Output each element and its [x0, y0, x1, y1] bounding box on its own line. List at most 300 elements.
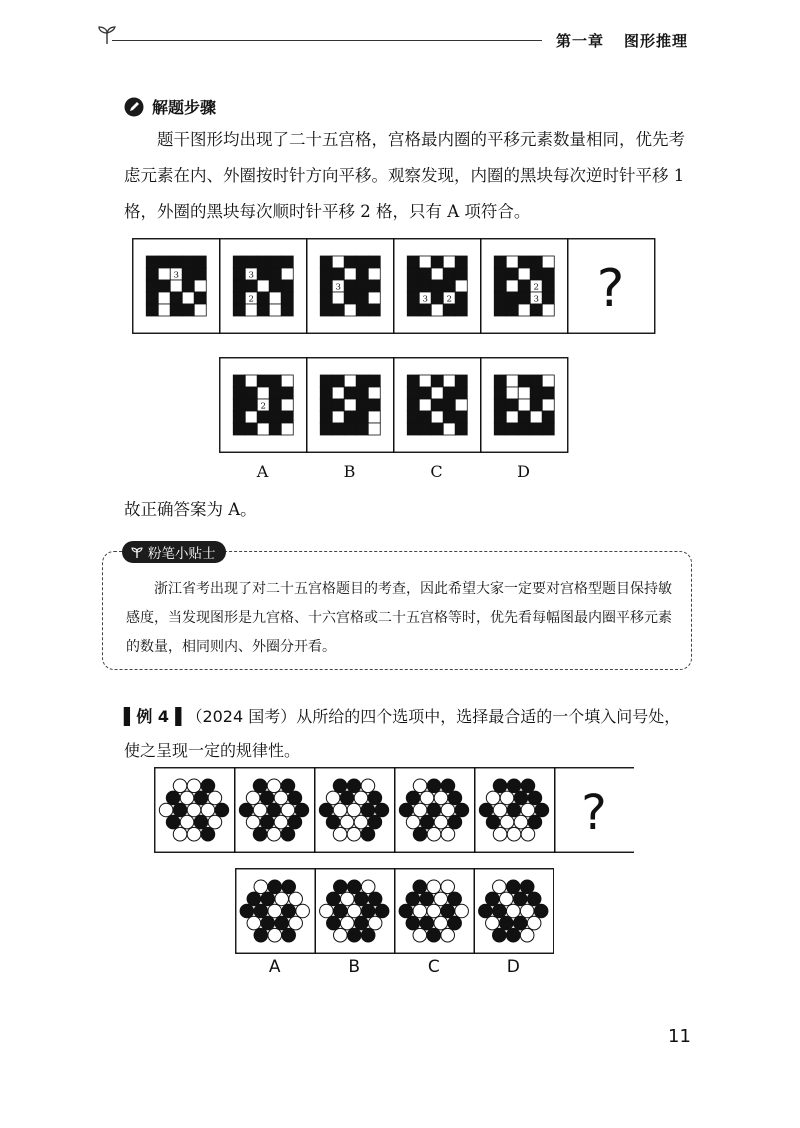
hex-circle: [434, 791, 448, 805]
grid-cell: [407, 387, 419, 399]
grid-cell: [170, 256, 182, 268]
hex-circle: [295, 803, 309, 817]
hex-circle: [327, 916, 341, 930]
grid-cell: [233, 304, 245, 316]
grid-cell: [320, 304, 332, 316]
hex-circle: [427, 779, 441, 793]
grid-cell: [344, 399, 356, 411]
hex-circle: [208, 815, 222, 829]
grid-cell: [506, 268, 518, 280]
hex-circle: [493, 803, 507, 817]
grid-cell: [407, 423, 419, 435]
hex-circle: [180, 815, 194, 829]
hex-circle: [420, 916, 434, 930]
grid-cell: [269, 399, 281, 411]
hex-circle: [334, 928, 348, 942]
grid-cell: [320, 423, 332, 435]
grid-number: 2: [161, 282, 167, 293]
hex-circle: [246, 791, 260, 805]
grid-cell: [233, 399, 245, 411]
grid-number: 3: [248, 270, 254, 281]
grid-cell: [518, 268, 530, 280]
grid-cell: [431, 387, 443, 399]
hex-circle: [455, 904, 469, 918]
puzzle1-option-label: A: [256, 462, 269, 481]
grid-cell: [320, 411, 332, 423]
hex-circle: [493, 827, 507, 841]
grid-cell: [443, 399, 455, 411]
hex-circle: [247, 892, 261, 906]
hex-circle: [187, 803, 201, 817]
grid-cell: [368, 280, 380, 292]
hex-circle: [486, 892, 500, 906]
grid-number: 3: [260, 413, 266, 424]
grid-cell: [431, 280, 443, 292]
hex-circle: [521, 779, 535, 793]
grid-cell: [506, 375, 518, 387]
grid-cell: [431, 411, 443, 423]
hex-circle: [215, 803, 229, 817]
grid-cell: [320, 292, 332, 304]
grid-cell: [320, 399, 332, 411]
hex-circle: [282, 904, 296, 918]
grid-cell: [431, 423, 443, 435]
grid-cell: [344, 411, 356, 423]
hex-circle: [507, 827, 521, 841]
hex-circle: [361, 827, 375, 841]
grid-cell: [194, 292, 206, 304]
hex-circle: [208, 791, 222, 805]
hex-circle: [275, 916, 289, 930]
grid-cell: [182, 268, 194, 280]
hex-circle: [455, 803, 469, 817]
grid-cell: [455, 304, 467, 316]
hex-circle: [441, 880, 455, 894]
hex-circle: [333, 803, 347, 817]
puzzle2-option-label: B: [348, 957, 361, 977]
grid-cell: [170, 292, 182, 304]
grid-number: 2: [347, 294, 353, 305]
grid-cell: [158, 256, 170, 268]
grid-cell: [281, 256, 293, 268]
hex-circle: [334, 904, 348, 918]
grid-cell: [506, 399, 518, 411]
hex-circle: [347, 904, 361, 918]
grid-cell: [281, 375, 293, 387]
grid-cell: [257, 268, 269, 280]
grid-cell: [455, 256, 467, 268]
grid-cell: [455, 387, 467, 399]
grid-cell: [518, 375, 530, 387]
grid-cell: [494, 423, 506, 435]
solution-conclusion: 故正确答案为 A。: [124, 500, 257, 519]
hex-circle: [413, 779, 427, 793]
grid-cell: [194, 268, 206, 280]
grid-cell: [443, 268, 455, 280]
hex-circle: [506, 904, 520, 918]
grid-cell: [281, 423, 293, 435]
hex-circle: [361, 803, 375, 817]
grid-cell: [356, 399, 368, 411]
hex-circle: [427, 803, 441, 817]
grid-cell: [245, 375, 257, 387]
hex-circle: [420, 892, 434, 906]
hex-circle: [281, 803, 295, 817]
hex-circle: [289, 916, 303, 930]
solution-heading-text: 解题步骤: [152, 98, 217, 117]
grid-cell: [494, 399, 506, 411]
hex-circle: [521, 803, 535, 817]
grid-cell: [158, 268, 170, 280]
grid-cell: [332, 304, 344, 316]
example-tag-bar-left: ▌: [124, 707, 137, 726]
grid-cell: [182, 292, 194, 304]
grid-cell: [170, 280, 182, 292]
hex-circle: [254, 928, 268, 942]
hex-circle: [486, 791, 500, 805]
grid-cell: [494, 292, 506, 304]
grid-cell: [332, 399, 344, 411]
grid-cell: [530, 399, 542, 411]
hex-circle: [288, 815, 302, 829]
example-question: [124, 700, 694, 768]
hex-circle: [333, 779, 347, 793]
puzzle1-figure: [494, 256, 554, 316]
grid-cell: [530, 375, 542, 387]
hex-circle: [254, 904, 268, 918]
hex-circle: [194, 815, 208, 829]
hex-circle: [413, 904, 427, 918]
grid-cell: [530, 411, 542, 423]
running-header: [556, 30, 688, 51]
grid-cell: [455, 423, 467, 435]
hex-circle: [441, 779, 455, 793]
hex-circle: [274, 815, 288, 829]
grid-cell: [506, 387, 518, 399]
grid-cell: [269, 423, 281, 435]
grid-cell: [356, 304, 368, 316]
grid-cell: [281, 280, 293, 292]
grid-cell: [494, 256, 506, 268]
grid-cell: [245, 256, 257, 268]
hex-circle: [261, 916, 275, 930]
puzzle2-option-label: D: [506, 957, 520, 977]
grid-cell: [431, 304, 443, 316]
hex-circle: [254, 880, 268, 894]
hex-circle: [399, 904, 413, 918]
puzzle2-question-mark: ?: [581, 785, 607, 841]
grid-cell: [368, 423, 380, 435]
grid-cell: [182, 280, 194, 292]
grid-cell: [506, 256, 518, 268]
grid-cell: [368, 292, 380, 304]
hex-circle: [448, 892, 462, 906]
hex-circle: [327, 892, 341, 906]
hex-circle: [528, 791, 542, 805]
puzzle2-question-row: [154, 767, 634, 853]
tip-badge: [122, 541, 226, 563]
hex-circle: [493, 880, 507, 894]
hex-circle: [354, 916, 368, 930]
grid-cell: [368, 387, 380, 399]
hex-circle: [260, 815, 274, 829]
grid-cell: [281, 268, 293, 280]
grid-cell: [407, 256, 419, 268]
grid-cell: [455, 411, 467, 423]
grid-cell: [542, 423, 554, 435]
puzzle2-option-label: C: [427, 957, 440, 977]
hex-circle: [239, 803, 253, 817]
hex-circle: [493, 928, 507, 942]
hex-circle: [375, 803, 389, 817]
puzzle2-option-figure: [479, 880, 548, 942]
grid-cell: [542, 292, 554, 304]
hex-circle: [340, 815, 354, 829]
puzzle1-question-mark: ?: [596, 259, 625, 319]
puzzle1-option-label: D: [517, 462, 530, 481]
hex-circle: [406, 916, 420, 930]
grid-cell: [281, 304, 293, 316]
grid-cell: [455, 280, 467, 292]
hex-circle: [347, 880, 361, 894]
grid-cell: [182, 304, 194, 316]
puzzle1-figure: [407, 256, 467, 316]
hex-circle: [354, 815, 368, 829]
grid-cell: [332, 292, 344, 304]
grid-cell: [542, 387, 554, 399]
hex-circle: [253, 779, 267, 793]
grid-cell: [320, 256, 332, 268]
grid-cell: [194, 304, 206, 316]
hex-circle: [493, 904, 507, 918]
hex-circle: [513, 916, 527, 930]
hex-circle: [368, 815, 382, 829]
hex-circle: [268, 880, 282, 894]
hex-circle: [288, 791, 302, 805]
grid-cell: [356, 411, 368, 423]
puzzle1-option-label: C: [430, 462, 443, 481]
grid-cell: [269, 292, 281, 304]
grid-number: 2: [248, 294, 254, 305]
grid-cell: [281, 387, 293, 399]
hex-circle: [340, 916, 354, 930]
grid-cell: [233, 387, 245, 399]
grid-cell: [407, 268, 419, 280]
hex-circle: [354, 892, 368, 906]
grid-cell: [344, 304, 356, 316]
hex-circle: [267, 827, 281, 841]
hex-circle: [166, 815, 180, 829]
grid-cell: [368, 375, 380, 387]
hex-circle: [326, 815, 340, 829]
puzzle1-option-label: B: [343, 462, 356, 481]
grid-cell: [182, 256, 194, 268]
hex-circle: [506, 928, 520, 942]
hex-circle: [173, 827, 187, 841]
hex-circle: [246, 815, 260, 829]
hex-circle: [267, 803, 281, 817]
grid-cell: [269, 268, 281, 280]
hex-circle: [441, 803, 455, 817]
hex-circle: [499, 916, 513, 930]
hex-circle: [375, 904, 389, 918]
hex-circle: [187, 827, 201, 841]
hex-circle: [166, 791, 180, 805]
hex-circle: [520, 880, 534, 894]
hex-circle: [268, 928, 282, 942]
grid-cell: [332, 423, 344, 435]
grid-cell: [146, 268, 158, 280]
hex-circle: [427, 880, 441, 894]
grid-cell: [257, 423, 269, 435]
grid-cell: [494, 280, 506, 292]
grid-cell: [356, 423, 368, 435]
grid-cell: [368, 399, 380, 411]
grid-cell: [506, 304, 518, 316]
grid-cell: [146, 304, 158, 316]
grid-cell: [419, 423, 431, 435]
grid-cell: [530, 387, 542, 399]
hex-circle: [499, 892, 513, 906]
grid-cell: [443, 423, 455, 435]
sprout-icon: [130, 545, 144, 559]
grid-cell: [257, 292, 269, 304]
hex-circle: [413, 827, 427, 841]
grid-cell: [542, 375, 554, 387]
grid-cell: [356, 387, 368, 399]
hex-circle: [406, 892, 420, 906]
grid-cell: [494, 268, 506, 280]
grid-number: 2: [260, 401, 266, 412]
grid-cell: [518, 304, 530, 316]
grid-cell: [245, 280, 257, 292]
hex-circle: [521, 827, 535, 841]
hex-circle: [413, 928, 427, 942]
grid-cell: [419, 411, 431, 423]
hex-circle: [448, 791, 462, 805]
grid-cell: [443, 280, 455, 292]
grid-number: 3: [533, 270, 539, 281]
grid-cell: [233, 256, 245, 268]
hex-circle: [534, 904, 548, 918]
grid-cell: [407, 411, 419, 423]
header-rule: [112, 40, 542, 41]
grid-cell: [320, 387, 332, 399]
grid-cell: [332, 387, 344, 399]
grid-cell: [344, 375, 356, 387]
grid-cell: [245, 304, 257, 316]
grid-cell: [233, 292, 245, 304]
hex-circle: [420, 791, 434, 805]
example-tag-bar-right: ▐: [169, 707, 182, 726]
hex-circle: [434, 892, 448, 906]
grid-cell: [407, 292, 419, 304]
grid-cell: [419, 256, 431, 268]
hex-circle: [260, 791, 274, 805]
hex-circle: [296, 904, 310, 918]
grid-cell: [419, 280, 431, 292]
grid-number: 3: [335, 282, 341, 293]
hex-circle: [520, 928, 534, 942]
grid-cell: [344, 387, 356, 399]
grid-cell: [518, 399, 530, 411]
grid-cell: [257, 375, 269, 387]
hex-circle: [441, 827, 455, 841]
grid-cell: [146, 256, 158, 268]
grid-cell: [407, 280, 419, 292]
grid-cell: [542, 268, 554, 280]
grid-cell: [281, 411, 293, 423]
grid-cell: [506, 423, 518, 435]
hex-circle: [434, 815, 448, 829]
solution-paragraph: 题干图形均出现了二十五宫格，宫格最内圈的平移元素数量相同，优先考虑元素在内、外圈按时针方向平移。观察发现，内圈的黑块每次逆时针平移 1 格，外圈的黑块每次顺时针平移 2 格，只有 A 项符合。: [124, 130, 685, 221]
hex-circle: [201, 803, 215, 817]
grid-cell: [344, 256, 356, 268]
hex-circle: [448, 815, 462, 829]
grid-cell: [443, 304, 455, 316]
grid-cell: [269, 256, 281, 268]
puzzle2-figure: [479, 779, 548, 841]
hex-circle: [281, 779, 295, 793]
grid-cell: [518, 280, 530, 292]
grid-cell: [506, 292, 518, 304]
hex-circle: [201, 779, 215, 793]
hex-circle: [368, 791, 382, 805]
grid-cell: [431, 256, 443, 268]
grid-cell: [146, 292, 158, 304]
grid-cell: [245, 387, 257, 399]
puzzle1-figure: [146, 256, 206, 316]
grid-cell: [494, 304, 506, 316]
grid-cell: [455, 292, 467, 304]
hex-circle: [514, 791, 528, 805]
hex-circle: [347, 928, 361, 942]
example-text: 从所给的四个选项中，选择最合适的一个填入问号处，使之呈现一定的规律性。: [124, 707, 681, 760]
grid-cell: [431, 292, 443, 304]
grid-cell: [407, 375, 419, 387]
hex-circle: [528, 815, 542, 829]
grid-cell: [281, 292, 293, 304]
hex-circle: [500, 815, 514, 829]
puzzle2-figure: [159, 779, 228, 841]
hex-circle: [268, 904, 282, 918]
hex-circle: [506, 880, 520, 894]
hex-circle: [361, 880, 375, 894]
grid-cell: [542, 280, 554, 292]
grid-cell: [368, 304, 380, 316]
chapter-title: 图形推理: [624, 32, 689, 50]
grid-cell: [443, 411, 455, 423]
grid-cell: [455, 399, 467, 411]
grid-cell: [344, 280, 356, 292]
hex-circle: [420, 815, 434, 829]
grid-cell: [320, 268, 332, 280]
grid-cell: [518, 423, 530, 435]
grid-cell: [332, 411, 344, 423]
hex-circle: [507, 779, 521, 793]
hex-circle: [514, 815, 528, 829]
solution-heading: [124, 95, 216, 118]
grid-cell: [530, 304, 542, 316]
puzzle2-option-figure: [240, 880, 309, 942]
grid-cell: [320, 280, 332, 292]
grid-cell: [542, 256, 554, 268]
hex-circle: [486, 916, 500, 930]
hex-circle: [347, 827, 361, 841]
grid-cell: [530, 256, 542, 268]
hex-circle: [441, 904, 455, 918]
puzzle1-option-figure: [494, 375, 554, 435]
